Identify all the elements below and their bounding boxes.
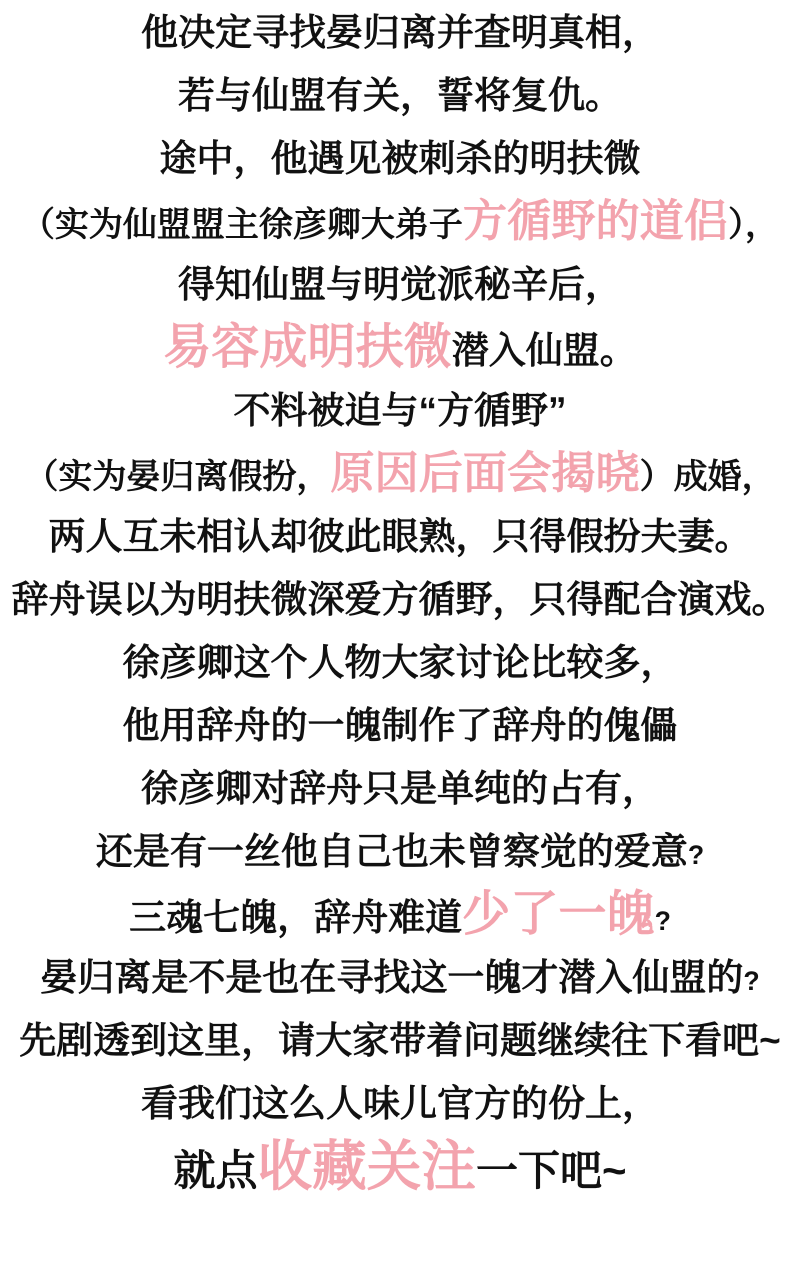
text-segment: 得知仙盟与明觉派秘辛后， xyxy=(178,264,622,305)
text-line xyxy=(0,1135,800,1198)
text-segment: ? xyxy=(743,966,760,996)
highlight-text: 少了一魄 xyxy=(462,887,655,941)
text-segment: ）， xyxy=(728,206,780,244)
text-line xyxy=(0,820,800,883)
text-line xyxy=(0,694,800,757)
text-line xyxy=(0,64,800,127)
text-segment: 先剧透到这里，请大家带着问题继续往下看吧~ xyxy=(19,1020,781,1061)
text-line xyxy=(0,1009,800,1072)
text-segment: 潜入仙盟。 xyxy=(451,330,637,371)
text-segment: 还是有一丝他自己也未曾察觉的爱意 xyxy=(95,831,688,872)
highlight-text: 收藏关注 xyxy=(257,1136,476,1197)
text-segment: ? xyxy=(654,906,671,936)
text-segment: 辞舟误以为明扶微深爱方循野，只得配合演戏。 xyxy=(11,579,789,620)
text-line xyxy=(0,631,800,694)
text-segment: ? xyxy=(687,840,705,870)
highlight-text: 方循野的道侣 xyxy=(462,197,729,246)
text-line xyxy=(0,505,800,568)
text-line xyxy=(0,127,800,190)
text-segment: 他决定寻找晏归离并查明真相， xyxy=(141,12,659,53)
text-segment: 晏归离是不是也在寻找这一魄才潜入仙盟的 xyxy=(40,957,744,998)
highlight-text: 易容成明扶微 xyxy=(163,320,452,374)
text-line xyxy=(0,1072,800,1135)
text-segment: 徐彦卿这个人物大家讨论比较多， xyxy=(122,642,678,683)
text-segment: （实为仙盟盟主徐彦卿大弟子 xyxy=(20,206,463,244)
text-segment: 一下吧~ xyxy=(475,1147,627,1194)
text-segment: 不料被迫与“方循野” xyxy=(233,390,567,431)
text-line xyxy=(0,190,800,253)
text-segment: 就点 xyxy=(173,1147,258,1194)
text-line xyxy=(0,1,800,64)
text-line xyxy=(0,379,800,442)
text-segment: 若与仙盟有关，誓将复仇。 xyxy=(178,75,622,116)
text-line xyxy=(0,757,800,820)
text-segment: （实为晏归离假扮， xyxy=(24,458,331,496)
text-segment: 看我们这么人味儿官方的份上， xyxy=(141,1083,659,1124)
text-segment: 途中，他遇见被刺杀的明扶微 xyxy=(159,138,641,179)
text-segment: ）成婚， xyxy=(639,458,776,496)
text-line xyxy=(0,946,800,1009)
text-line xyxy=(0,568,800,631)
text-segment: 徐彦卿对辞舟只是单纯的占有， xyxy=(141,768,659,809)
text-line xyxy=(0,316,800,379)
text-line xyxy=(0,253,800,316)
text-segment: 两人互未相认却彼此眼熟，只得假扮夫妻。 xyxy=(48,516,752,557)
highlight-text: 原因后面会揭晓 xyxy=(330,449,640,498)
text-line xyxy=(0,883,800,946)
text-segment: 三魂七魄，辞舟难道 xyxy=(129,897,463,938)
text-line xyxy=(0,442,800,505)
text-segment: 他用辞舟的一魄制作了辞舟的傀儡 xyxy=(122,705,678,746)
synopsis-text-block xyxy=(0,1,800,1198)
